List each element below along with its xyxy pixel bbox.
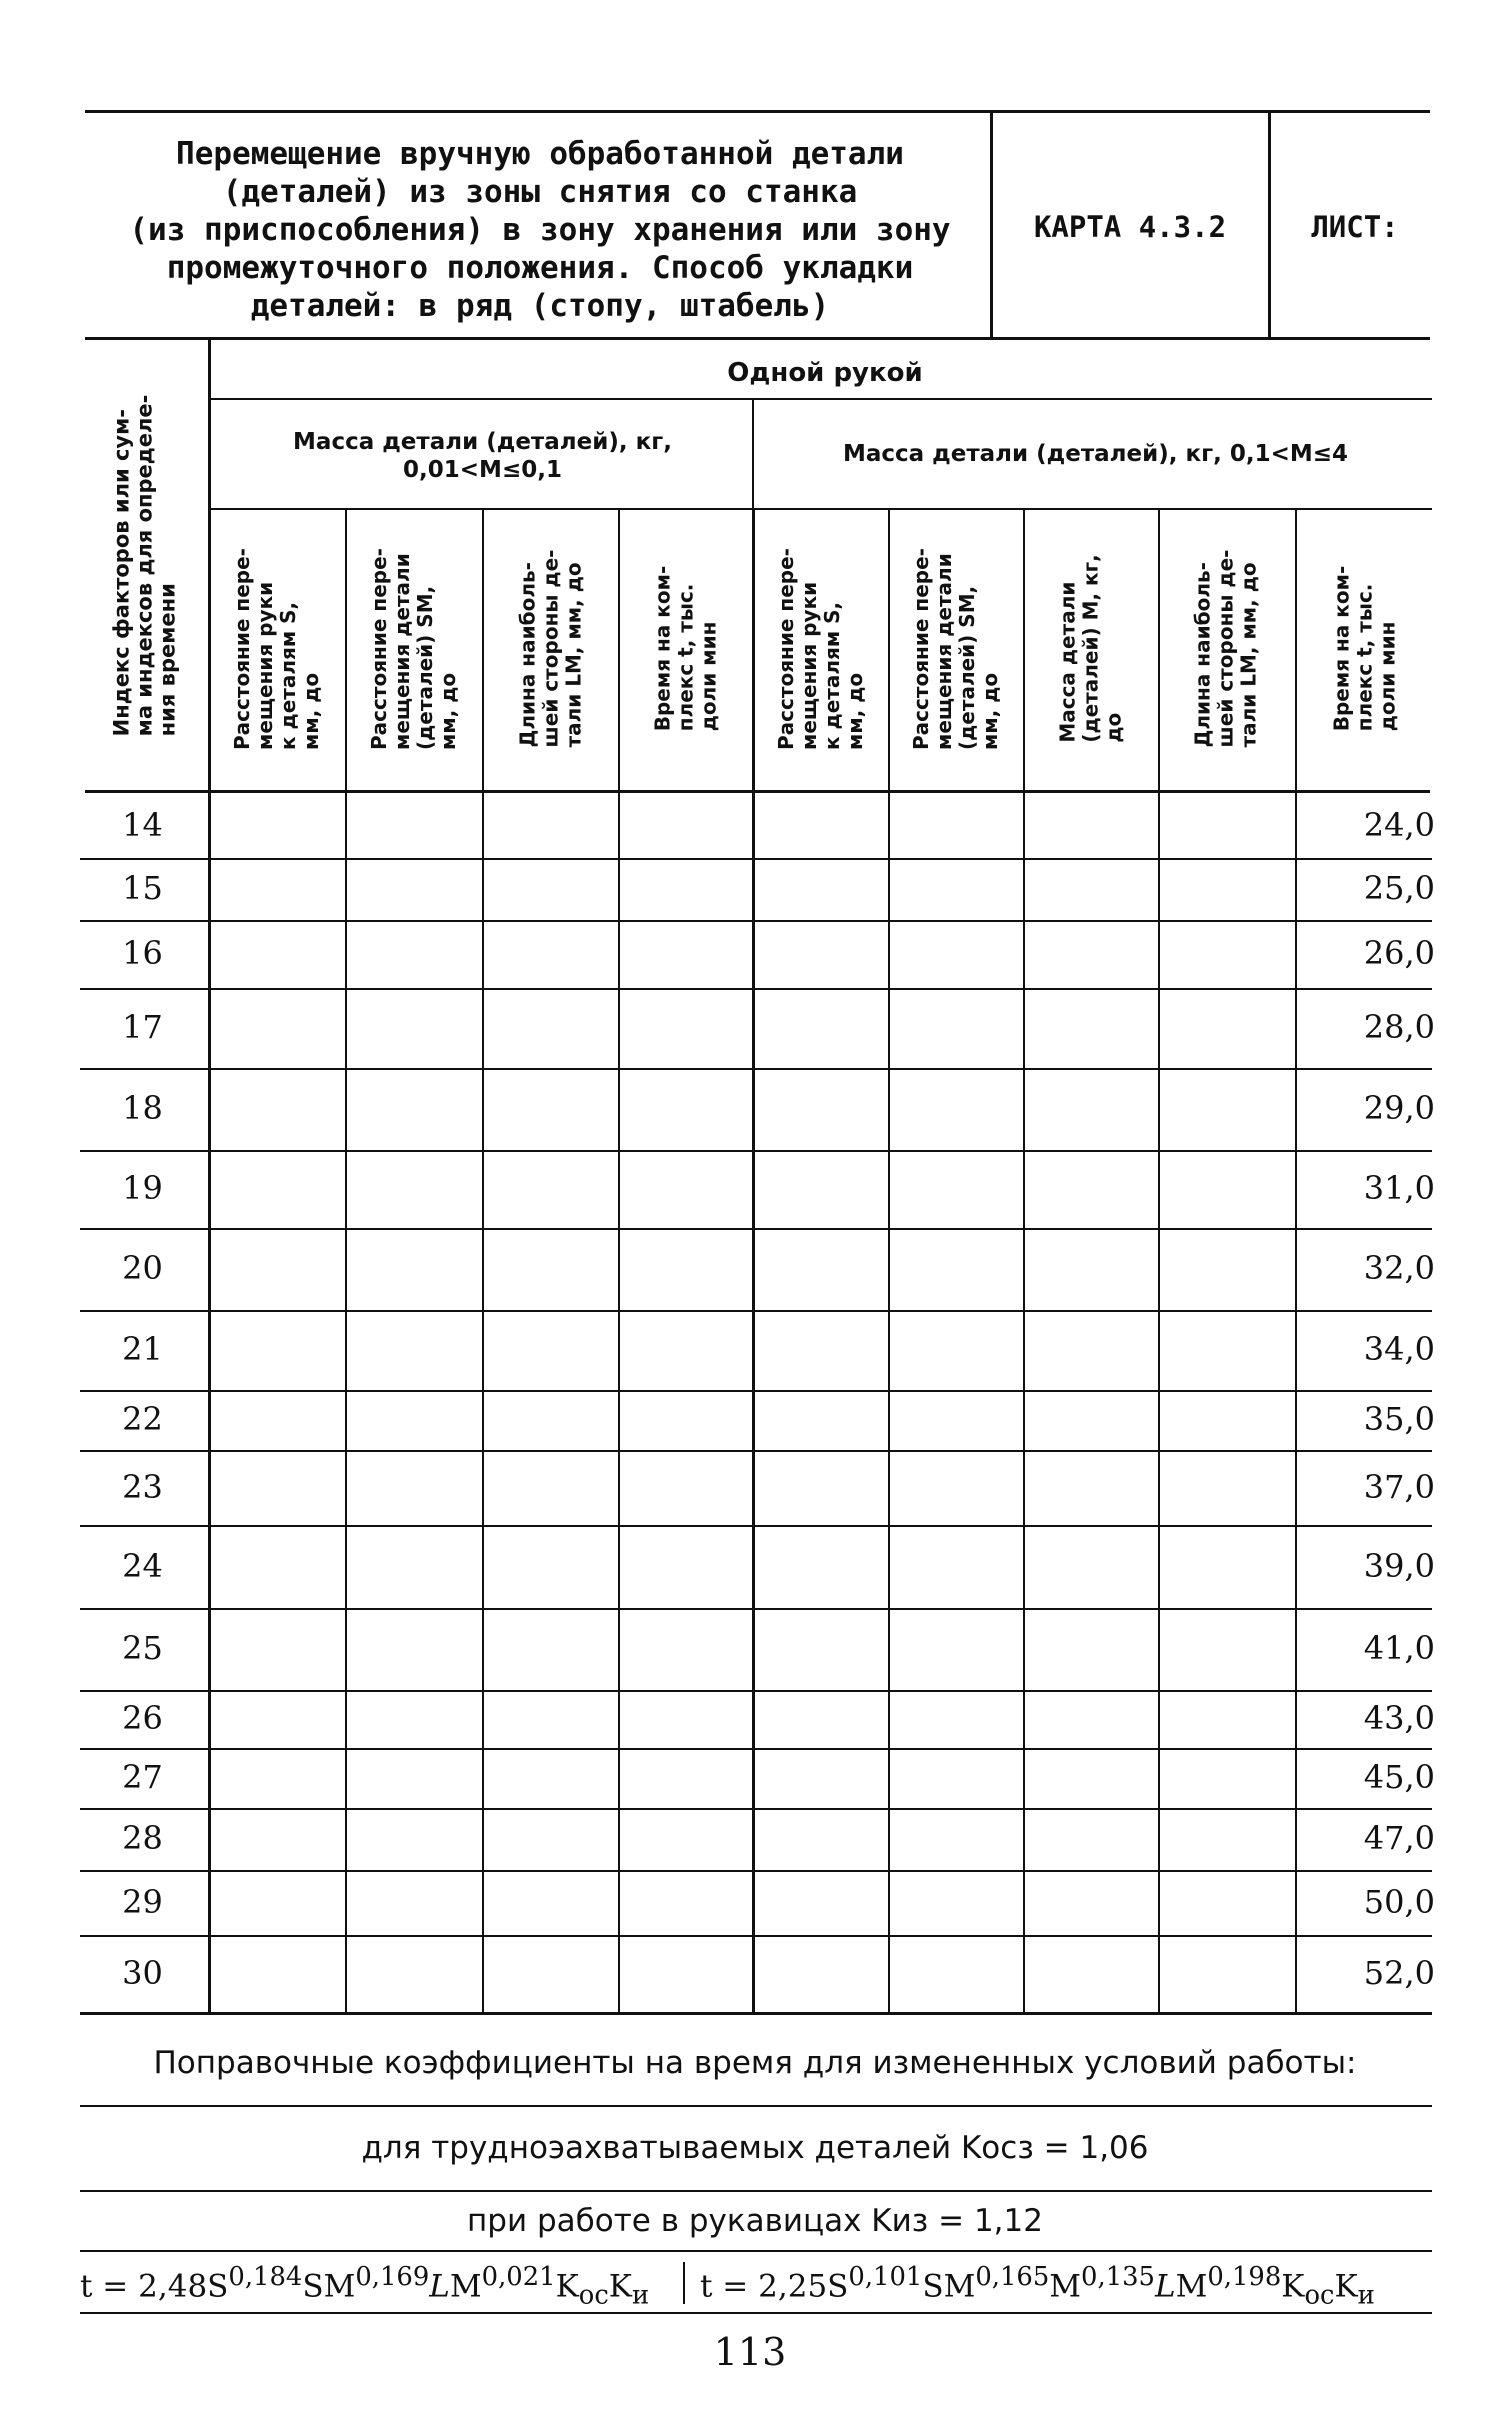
header-divider: [990, 112, 993, 337]
title-line: деталей: в ряд (стопу, штабель): [250, 288, 830, 324]
column-line: [1023, 510, 1025, 2012]
header-rule: [210, 398, 1432, 400]
row-time-value: 35,0: [1363, 1400, 1435, 1438]
column-line: [888, 510, 890, 2012]
row-time-value: 50,0: [1363, 1882, 1435, 1921]
card-number: КАРТА 4.3.2: [1033, 210, 1227, 244]
index-column-header: Индекс факторов или сум- ма индексов для определе- ния времени: [109, 394, 180, 736]
top-rule: [85, 110, 1430, 113]
row-time-value: 26,0: [1363, 934, 1435, 972]
column-line: [482, 510, 484, 2012]
one-hand-header: Одной рукой: [727, 358, 923, 388]
formula-divider: [683, 2262, 685, 2304]
row-index: 30: [122, 1953, 163, 1992]
header-divider: [1268, 112, 1271, 337]
row-rule: [80, 1690, 1432, 1692]
col-header-s-2: Расстояние пере- мещения руки к деталям S, мм, до: [774, 547, 867, 750]
row-time-value: 52,0: [1363, 1953, 1435, 1992]
row-time-value: 39,0: [1363, 1546, 1435, 1585]
mass-group-1-header: Масса детали (деталей), кг, 0,01<М≤0,1: [293, 429, 672, 483]
document-title: [100, 135, 980, 325]
row-rule: [80, 1228, 1432, 1230]
row-index: 16: [122, 934, 163, 972]
header-bottom-rule: [85, 337, 1430, 340]
group-divider: [752, 400, 754, 510]
row-index: 27: [122, 1758, 163, 1796]
notes-rule: [80, 2105, 1432, 2107]
row-time-value: 29,0: [1363, 1089, 1435, 1127]
col-header-time: Время на ком- плекс t, тыс. доли мин: [650, 565, 721, 732]
col-header-lm: Длина наиболь- шей стороны де- тали LM, мм, до: [515, 549, 586, 748]
column-line: [752, 510, 755, 2012]
column-line: [345, 510, 347, 2012]
row-index: 20: [122, 1249, 163, 1287]
formula-left: $t = 2,48S^{0,184}SM^{0,169}LM^{0,021}K_{ос}K_и$: [80, 2262, 650, 2311]
row-time-value: 45,0: [1363, 1758, 1435, 1796]
row-time-value: 24,0: [1363, 805, 1435, 844]
column-line: [1158, 510, 1160, 2012]
row-rule: [80, 1150, 1432, 1152]
row-rule: [80, 1068, 1432, 1070]
col-header-sm: Расстояние пере- мещения детали (деталей) SM, мм, до: [367, 547, 460, 750]
row-time-value: 34,0: [1363, 1330, 1435, 1368]
page-number: 113: [713, 2330, 787, 2374]
col-header-sm-2: Расстояние пере- мещения детали (деталей) SM, мм, до: [909, 547, 1002, 750]
mass-group-2-header: Масса детали (деталей), кг, 0,1<М≤4: [842, 441, 1349, 467]
col-header-lm-2: Длина наиболь- шей стороны де- тали LM, мм, до: [1190, 549, 1261, 748]
column-line: [618, 510, 620, 2012]
row-index: 17: [122, 1008, 163, 1046]
title-line: Перемещение вручную обработанной детали: [176, 136, 904, 172]
row-time-value: 43,0: [1363, 1699, 1435, 1737]
index-column-line: [208, 340, 211, 2012]
row-rule: [80, 1808, 1432, 1810]
row-rule: [80, 1450, 1432, 1452]
row-rule: [80, 858, 1432, 860]
notes-rule: [80, 2190, 1432, 2192]
row-time-value: 25,0: [1363, 869, 1435, 907]
row-index: 26: [122, 1699, 163, 1737]
row-rule: [80, 1935, 1432, 1937]
col-header-s: Расстояние пере- мещения руки к деталям S, мм, до: [230, 547, 323, 750]
row-index: 22: [122, 1400, 163, 1438]
row-rule: [80, 988, 1432, 990]
correction-hard-grip: для трудноэахватываемых деталей Kосз = 1,06: [361, 2130, 1149, 2166]
row-index: 18: [122, 1089, 163, 1127]
row-rule: [80, 1525, 1432, 1527]
sheet-label: ЛИСТ:: [1311, 210, 1399, 244]
row-time-value: 31,0: [1363, 1169, 1435, 1207]
row-index: 14: [122, 805, 163, 844]
col-header-time-2: Время на ком- плекс t, тыс. доли мин: [1329, 565, 1400, 732]
formula-right: $t = 2,25S^{0,101}SM^{0,165}M^{0,135}LM^{0,198}K_{ос}K_и$: [700, 2262, 1375, 2311]
row-time-value: 28,0: [1363, 1008, 1435, 1046]
row-time-value: 41,0: [1363, 1629, 1435, 1667]
row-index: 29: [122, 1882, 163, 1921]
row-time-value: 37,0: [1363, 1467, 1435, 1506]
row-index: 21: [122, 1330, 163, 1368]
title-line: промежуточного положения. Способ укладки: [166, 250, 914, 286]
correction-heading: Поправочные коэффициенты на время для измененных условий работы:: [153, 2045, 1357, 2081]
row-time-value: 47,0: [1363, 1819, 1435, 1857]
title-line: (из приспособления) в зону хранения или зону: [129, 212, 951, 248]
row-index: 28: [122, 1819, 163, 1857]
row-index: 24: [122, 1546, 163, 1585]
row-rule: [80, 1608, 1432, 1610]
correction-gloves: при работе в рукавицах Kиз = 1,12: [467, 2203, 1043, 2239]
notes-rule: [80, 2250, 1432, 2252]
row-index: 23: [122, 1467, 163, 1506]
header-rule: [210, 508, 1432, 510]
formula-rule: [80, 2312, 1432, 2314]
row-time-value: 32,0: [1363, 1249, 1435, 1287]
header-bottom-rule: [85, 790, 1430, 793]
row-index: 25: [122, 1629, 163, 1667]
row-rule: [80, 1390, 1432, 1392]
row-rule: [80, 1870, 1432, 1872]
row-rule: [80, 920, 1432, 922]
col-header-mass: Масса детали (деталей) М, кг, до: [1055, 554, 1126, 743]
title-line: (деталей) из зоны снятия со станка: [222, 174, 858, 210]
row-index: 19: [122, 1169, 163, 1207]
row-index: 15: [122, 869, 163, 907]
row-rule: [80, 1748, 1432, 1750]
table-bottom-rule: [80, 2012, 1432, 2015]
row-rule: [80, 1310, 1432, 1312]
